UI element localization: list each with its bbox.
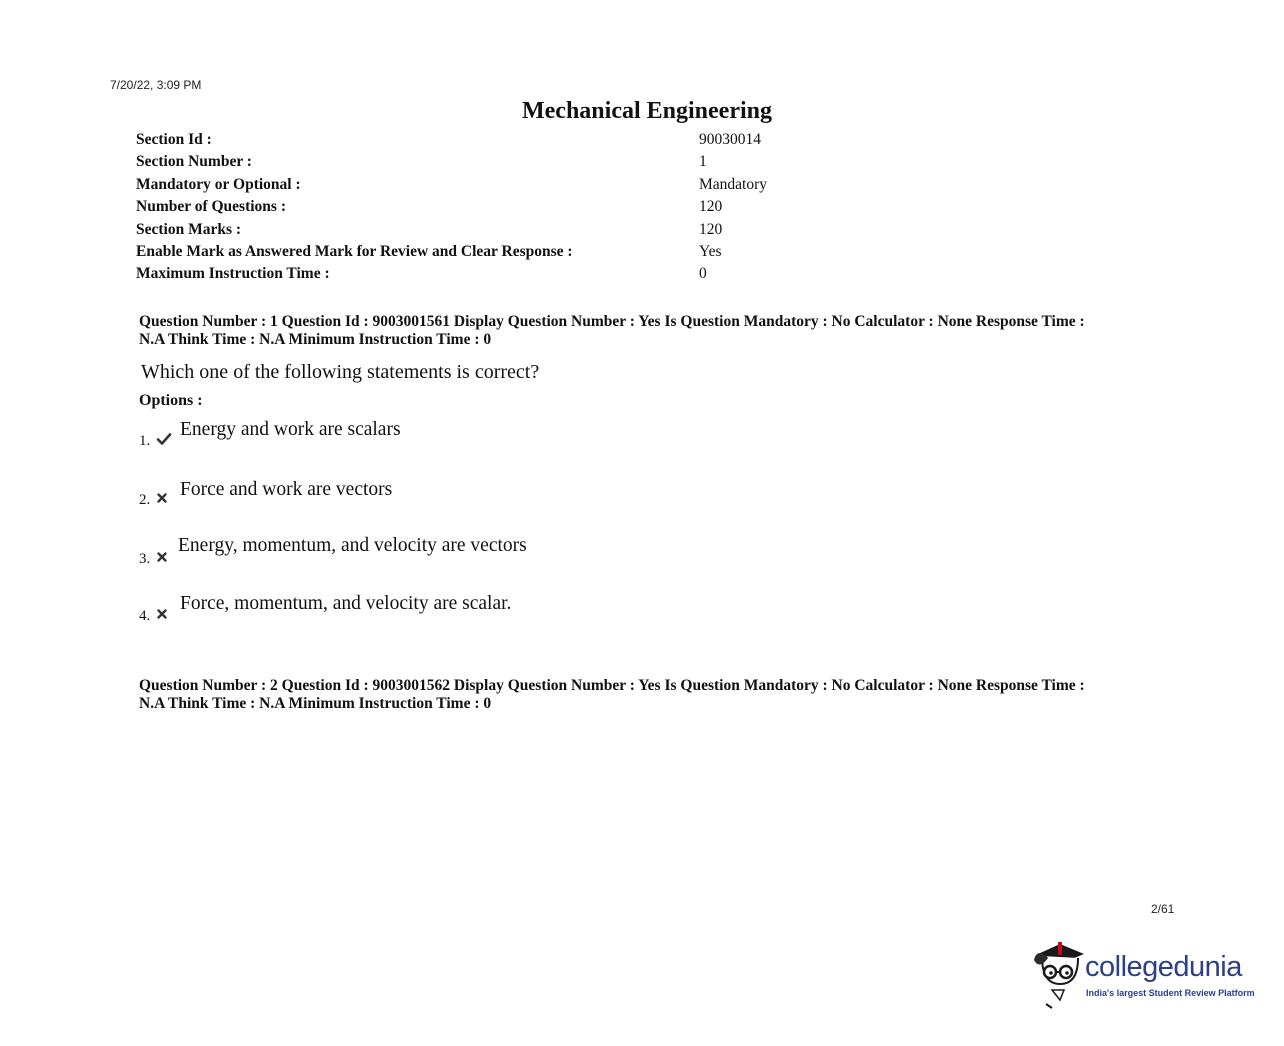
section-info-value: 0 — [699, 265, 707, 283]
page-number: 2/61 — [1151, 902, 1175, 916]
section-info-label: Number of Questions : — [136, 198, 286, 216]
section-info-row — [136, 264, 836, 286]
logo-tagline: India's largest Student Review Platform — [1086, 988, 1255, 998]
section-info-label: Mandatory or Optional : — [136, 175, 301, 193]
section-info-value: 120 — [699, 198, 723, 216]
options-label: Options : — [139, 392, 203, 409]
section-info-row — [136, 130, 836, 152]
option-number: 4. — [139, 608, 151, 624]
print-timestamp: 7/20/22, 3:09 PM — [110, 78, 202, 92]
section-info-value: 120 — [699, 220, 723, 238]
option-number: 2. — [139, 492, 151, 508]
option-text: Force, momentum, and velocity are scalar. — [180, 593, 512, 614]
section-info-value: 90030014 — [699, 131, 761, 148]
question-meta-line: N.A Think Time : N.A Minimum Instruction Time : 0 — [139, 331, 492, 348]
check-icon — [156, 431, 172, 447]
section-info-label: Section Number : — [136, 153, 252, 171]
section-info-value: Mandatory — [699, 175, 768, 193]
section-info-label: Maximum Instruction Time : — [136, 265, 330, 283]
cross-icon — [156, 491, 172, 507]
section-info-value: 1 — [699, 153, 707, 171]
collegedunia-logo — [1024, 938, 1254, 1010]
logo-wordmark: collegedunia — [1085, 951, 1242, 983]
cross-icon — [156, 550, 172, 566]
question-1-meta — [139, 313, 1149, 349]
option-text: Energy and work are scalars — [180, 419, 401, 440]
section-info-label: Enable Mark as Answered Mark for Review and Clear Response : — [136, 242, 573, 260]
question-1-text: Which one of the following statements is correct? — [141, 361, 540, 383]
section-info-label: Section Id : — [136, 131, 212, 148]
section-info-table — [136, 130, 836, 287]
option-text: Force and work are vectors — [180, 479, 393, 500]
question-2-meta — [139, 677, 1149, 713]
section-info-label: Section Marks : — [136, 220, 242, 238]
section-info-row — [136, 242, 836, 264]
question-meta-line: Question Number : 1 Question Id : 9003001561 Display Question Number : Yes Is Question Mandatory : No Calculator : None Response Time : — [139, 313, 1085, 330]
question-meta-line: Question Number : 2 Question Id : 9003001562 Display Question Number : Yes Is Question Mandatory : No Calculator : None Response Time : — [139, 677, 1085, 694]
section-info-value: Yes — [699, 242, 722, 260]
section-info-row — [136, 197, 836, 219]
option-text: Energy, momentum, and velocity are vectors — [178, 535, 527, 556]
option-number: 1. — [139, 433, 151, 449]
section-info-row — [136, 220, 836, 242]
option-number: 3. — [139, 551, 151, 567]
question-meta-line: N.A Think Time : N.A Minimum Instruction Time : 0 — [139, 695, 492, 712]
page-title: Mechanical Engineering — [522, 98, 772, 124]
section-info-row — [136, 175, 836, 197]
mascot-icon — [1024, 938, 1086, 1010]
cross-icon — [156, 607, 172, 623]
section-info-row — [136, 152, 836, 174]
